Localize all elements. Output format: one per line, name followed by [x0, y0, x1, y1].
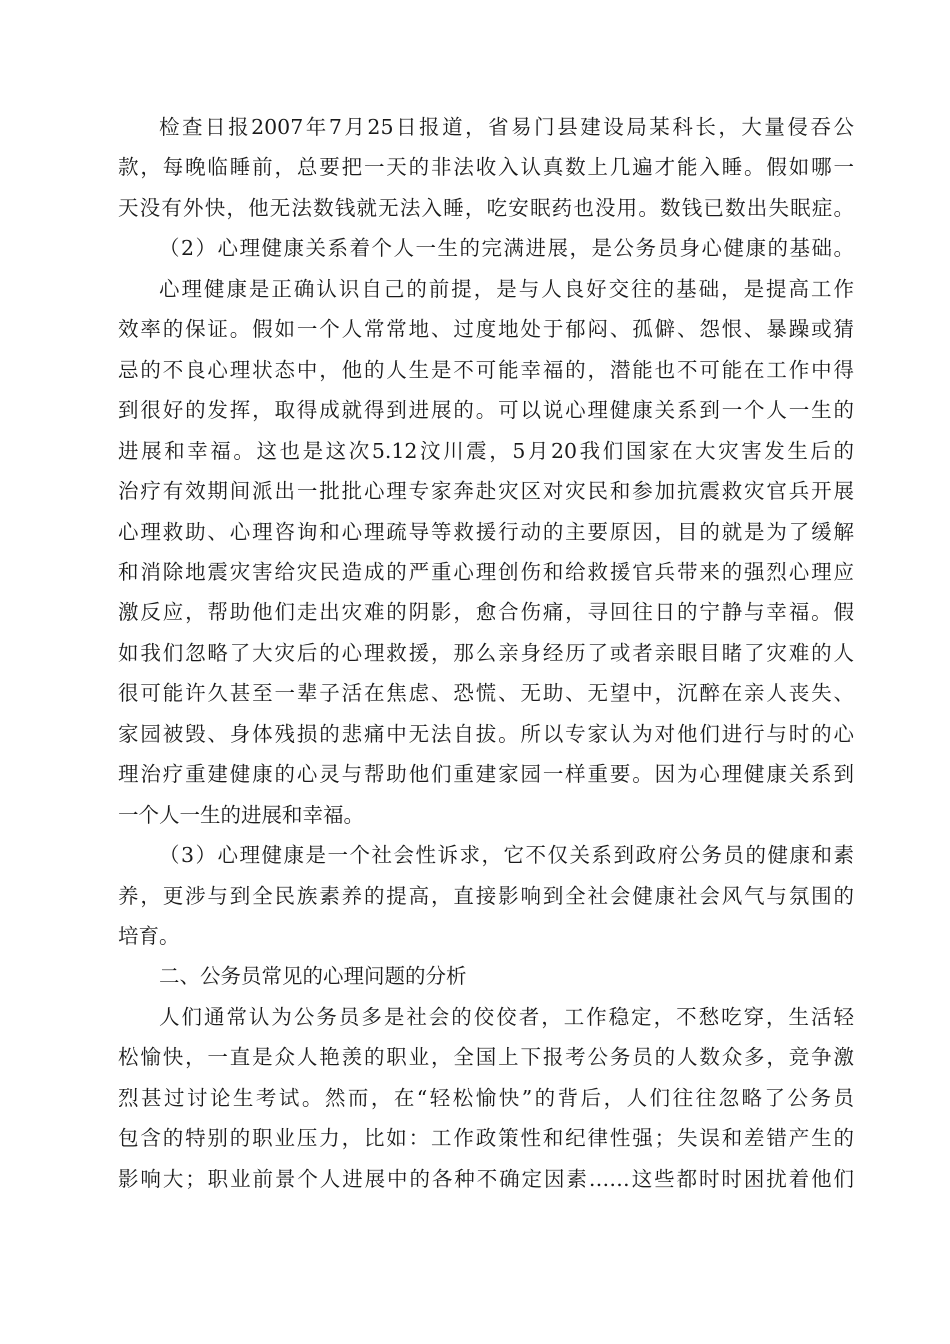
text-line: 包含的特别的职业压力，比如：工作政策性和纪律性强；失误和差错产生的 — [118, 1126, 854, 1151]
text-line: 效率的保证。假如一个人常常地、过度地处于郁闷、孤僻、怨恨、暴躁或猜 — [118, 317, 854, 342]
text-line: 理治疗重建健康的心灵与帮助他们重建家园一样重要。因为心理健康关系到 — [118, 762, 854, 787]
text-line: 影响大；职业前景个人进展中的各种不确定因素……这些都时时困扰着他们 — [118, 1166, 854, 1191]
text-line: 如我们忽略了大灾后的心理救援，那么亲身经历了或者亲眼目睹了灾难的人 — [118, 640, 854, 665]
text-line: 忌的不良心理状态中，他的人生是不可能幸福的，潜能也不可能在工作中得 — [118, 357, 854, 382]
text-line: 到很好的发挥，取得成就得到进展的。可以说心理健康关系到一个人一生的 — [118, 398, 854, 423]
text-line: 一个人一生的进展和幸福。 — [118, 802, 364, 827]
text-line: 和消除地震灾害给灾民造成的严重心理创伤和给救援官兵带来的强烈心理应 — [118, 559, 854, 584]
text-line: 款，每晚临睡前，总要把一天的非法收入认真数上几遍才能入睡。假如哪一 — [118, 155, 854, 180]
text-line: 培育。 — [118, 924, 180, 948]
text-line: 二、公务员常见的心理问题的分析 — [159, 964, 467, 989]
text-line: 进展和幸福。这也是这次5.12汶川震，5月20我们国家在大灾害发生后的 — [118, 438, 854, 463]
text-line: （2）心理健康关系着个人一生的完满进展，是公务员身心健康的基础。 — [159, 236, 854, 261]
text-line: 养，更涉与到全民族素养的提高，直接影响到全社会健康社会风气与氛围的 — [118, 883, 854, 908]
text-line: 心理救助、心理咨询和心理疏导等救援行动的主要原因，目的就是为了缓解 — [118, 519, 854, 544]
text-line: 天没有外快，他无法数钱就无法入睡，吃安眠药也没用。数钱已数出失眠症。 — [118, 195, 854, 220]
text-line: 检查日报2007年7月25日报道，省易门县建设局某科长，大量侵吞公 — [159, 115, 854, 139]
text-line: 激反应，帮助他们走出灾难的阴影，愈合伤痛，寻回往日的宁静与幸福。假 — [118, 600, 854, 625]
text-line: 烈甚过讨论生考试。然而，在“轻松愉快”的背后，人们往往忽略了公务员 — [118, 1085, 854, 1110]
text-line: 很可能许久甚至一辈子活在焦虑、恐慌、无助、无望中，沉醉在亲人丧失、 — [118, 681, 854, 706]
text-line: 心理健康是正确认识自己的前提，是与人良好交往的基础，是提高工作 — [159, 276, 854, 301]
text-line: 松愉快，一直是众人艳羡的职业，全国上下报考公务员的人数众多，竞争激 — [118, 1045, 854, 1070]
text-line: 治疗有效期间派出一批批心理专家奔赴灾区对灾民和参加抗震救灾官兵开展 — [118, 479, 854, 504]
text-line: 人们通常认为公务员多是社会的佼佼者，工作稳定，不愁吃穿，生活轻 — [159, 1004, 854, 1029]
text-line: （3）心理健康是一个社会性诉求，它不仅关系到政府公务员的健康和素 — [159, 843, 854, 868]
text-line: 家园被毁、身体残损的悲痛中无法自拔。所以专家认为对他们进行与时的心 — [118, 721, 854, 746]
